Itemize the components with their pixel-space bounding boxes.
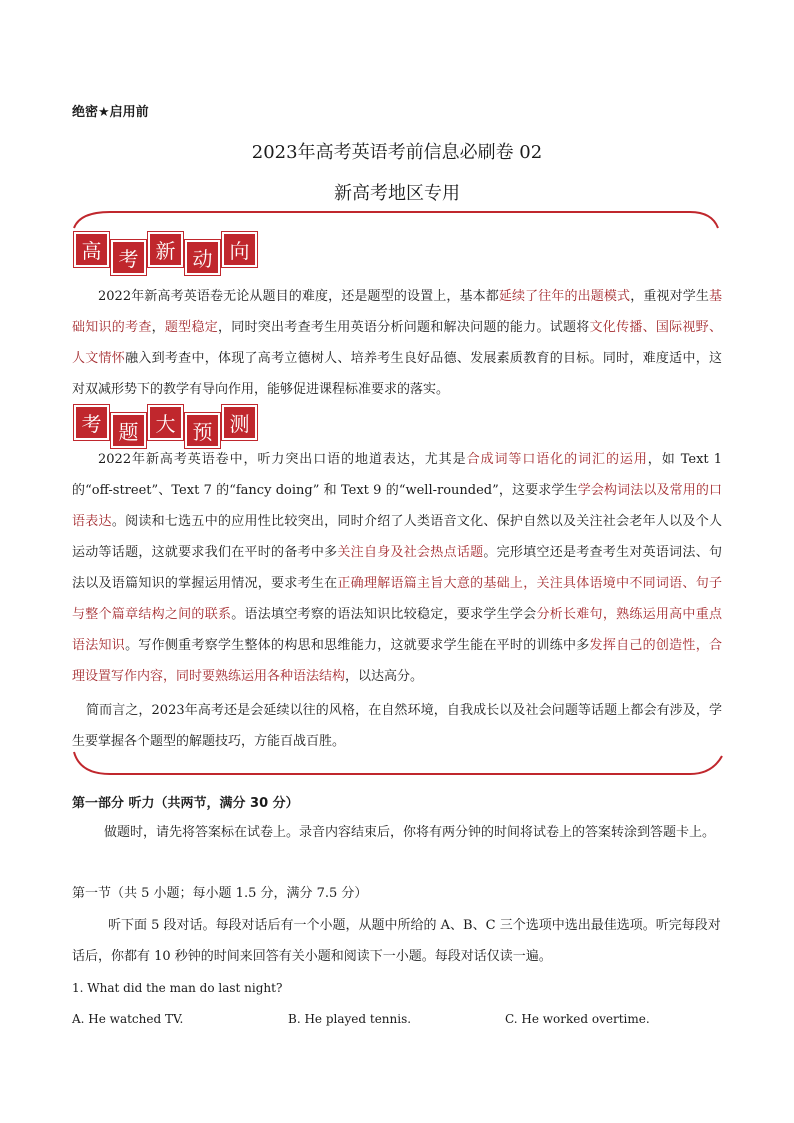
tag-char: 大 [148,405,183,440]
highlighted-text: 基础知识的考查 [72,289,722,335]
intro-paragraph [72,281,722,405]
section1-heading: 第一节（共 5 小题；每小题 1.5 分，满分 7.5 分） [72,886,368,901]
paragraph-text: 。语法填空考察的语法知识比较稳定，要求学生学会 [231,607,537,622]
highlighted-text: 发挥自己的创造性，合理设置写作内容，同时要熟练运用各种语法结构 [72,638,722,684]
paragraph-text: 。写作侧重考察学生整体的构思和思维能力，这就要求学生能在平时的训练中多 [125,638,590,653]
tag-char: 考 [111,240,146,275]
paragraph-text: ，重视对学生 [630,289,709,304]
question-1-option-a[interactable]: A. He watched TV. [72,1012,184,1026]
tag-char: 高 [74,232,109,267]
paragraph-text: ，同时突出考查考生用英语分析问题和解决问题的能力。试题将 [217,320,590,335]
page-title: 2023年高考英语考前信息必刷卷 02 [251,142,543,163]
tag-new-trends [74,232,257,275]
tag-char: 测 [222,405,257,440]
prediction-paragraph [72,444,722,692]
paragraph-text: 2022年新高考英语卷中，听力突出口语的地道表达，尤其是 [98,452,467,467]
tag-char: 考 [74,405,109,440]
highlighted-text: 关注自身及社会热点话题 [337,545,484,560]
paragraph-text: 2022年新高考英语卷无论从题目的难度，还是题型的设置上，基本都 [98,289,499,304]
tag-char: 新 [148,232,183,267]
tag-char: 预 [185,413,220,448]
summary-paragraph: 简而言之，2023年高考还是会延续以往的风格，在自然环境，自我成长以及社会问题等话题上都会有涉及，学生要掌握各个题型的解题技巧，方能百战百胜。 [72,703,722,749]
highlighted-text: 正确理解语篇主旨大意的基础上，关注具体语境中不同词语、句子与整个篇章结构之间的联系 [72,576,722,622]
paragraph-text: 。完形填空还是考查考生对英语词法、句法以及语篇知识的掌握运用情况，要求考生在 [72,545,722,591]
paragraph-text: ，以达高分。 [345,669,424,684]
tag-char: 题 [111,413,146,448]
highlighted-text: 分析长难句，熟练运用高中重点语法知识 [72,607,722,653]
question-1-option-b[interactable]: B. He played tennis. [288,1012,412,1026]
part1-instruction: 做题时，请先将答案标在试卷上。录音内容结束后，你将有两分钟的时间将试卷上的答案转涂到答题卡上。 [104,825,716,840]
part1-heading: 第一部分 听力（共两节，满分 30 分） [72,796,299,811]
highlighted-text: 延续了往年的出题模式 [498,289,631,304]
confidential-label: 绝密★启用前 [72,105,149,120]
tag-char: 动 [185,240,220,275]
paragraph-text: 融入到考查中，体现了高考立德树人、培养考生良好品德、发展素质教育的目标。同时，难度适中，这对双减形势下的教学有导向作用，能够促进课程标准要求的落实。 [72,351,722,397]
highlighted-text: 题型稳定 [164,320,218,335]
tag-char: 向 [222,232,257,267]
page-subtitle: 新高考地区专用 [334,183,460,204]
highlighted-text: 文化传播、国际视野、人文情怀 [72,320,722,366]
highlighted-text: 合成词等口语化的词汇的运用 [466,452,648,467]
question-1-stem: 1. What did the man do last night? [72,981,283,995]
question-1-option-c[interactable]: C. He worked overtime. [505,1012,650,1026]
paragraph-text: ， [151,320,165,335]
paragraph-text: 。阅读和七选五中的应用性比较突出，同时介绍了人类语音文化、保护自然以及关注社会老年人以及个人运动等话题，这就要求我们在平时的备考中多 [72,514,722,560]
paragraph-text: ，如 Text 1 的“off-street”、Text 7 的“fancy doing” 和 Text 9 的“well-rounded”，这要求学生 [72,452,722,498]
tag-predictions [74,405,257,448]
section1-instruction: 听下面 5 段对话。每段对话后有一个小题，从题中所给的 A、B、C 三个选项中选出最佳选项。听完每段对话后，你都有 10 秒钟的时间来回答有关小题和阅读下一小题。每段对话仅读一遍。 [72,918,721,964]
highlighted-text: 学会构词法以及常用的口语表达 [72,483,722,529]
